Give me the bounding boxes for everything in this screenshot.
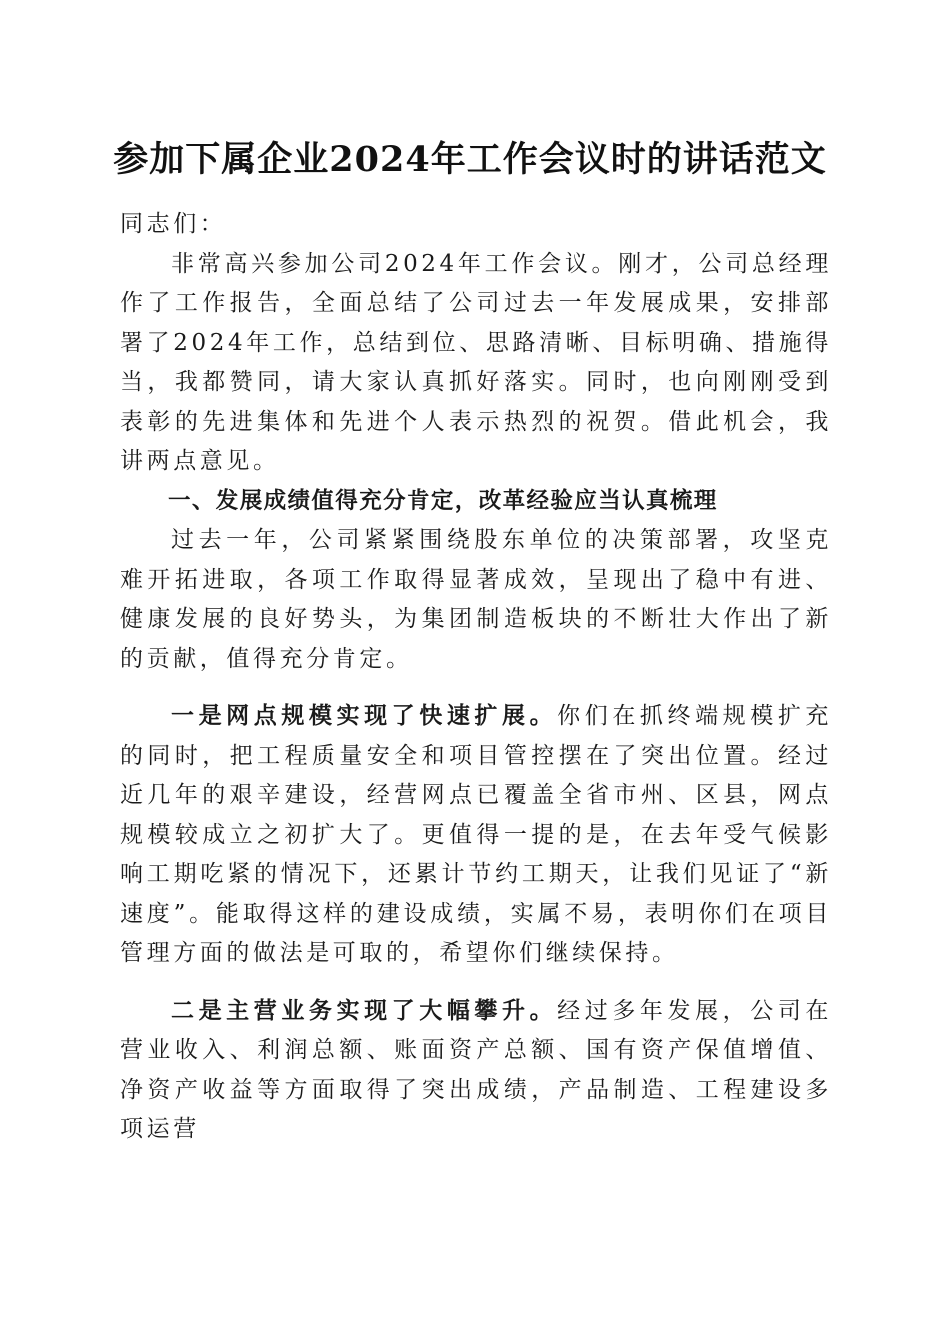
- point-1-paragraph: [120, 696, 832, 974]
- section-1-paragraph: 过去一年，公司紧紧围绕股东单位的决策部署，攻坚克难开拓进取，各项工作取得显著成效，呈现出了稳中有进、健康发展的良好势头，为集团制造板块的不断壮大作出了新的贡献，值得充分肯定。: [120, 527, 832, 672]
- point-1-lead: 一是网点规模实现了快速扩展。: [171, 702, 558, 729]
- point-2-lead: 二是主营业务实现了大幅攀升。: [171, 996, 558, 1024]
- section-heading-1: 一、发展成绩值得充分肯定，改革经验应当认真梳理: [168, 487, 718, 514]
- document-title: 参加下属企业2024年工作会议时的讲话范文: [113, 139, 827, 180]
- salutation: 同志们：: [120, 211, 227, 237]
- intro-paragraph: 非常高兴参加公司2024年工作会议。刚才，公司总经理作了工作报告，全面总结了公司过去一年发展成果，安排部署了2024年工作，总结到位、思路清晰、目标明确、措施得当，我都赞同，请大家认真抓好落实。同时，也向刚刚受到表彰的先进集体和先进个人表示热烈的祝贺。借此机会，我讲两点意见。: [120, 250, 832, 474]
- point-2-body: 经过多年发展，公司在营业收入、利润总额、账面资产总额、国有资产保值增值、净资产收益等方面取得了突出成绩，产品制造、工程建设多项运营: [120, 997, 832, 1142]
- document-body: [120, 205, 832, 1150]
- point-1-body: 你们在抓终端规模扩充的同时，把工程质量安全和项目管控摆在了突出位置。经过近几年的艰辛建设，经营网点已覆盖全省市州、区县，网点规模较成立之初扩大了。更值得一提的是，在去年受气候影响工期吃紧的情况下，还累计节约工期天，让我们见证了“新速度”。能取得这样的建设成绩，实属不易，表明你们在项目管理方面的做法是可取的，希望你们继续保持。: [120, 703, 832, 966]
- point-2-paragraph: [120, 991, 832, 1150]
